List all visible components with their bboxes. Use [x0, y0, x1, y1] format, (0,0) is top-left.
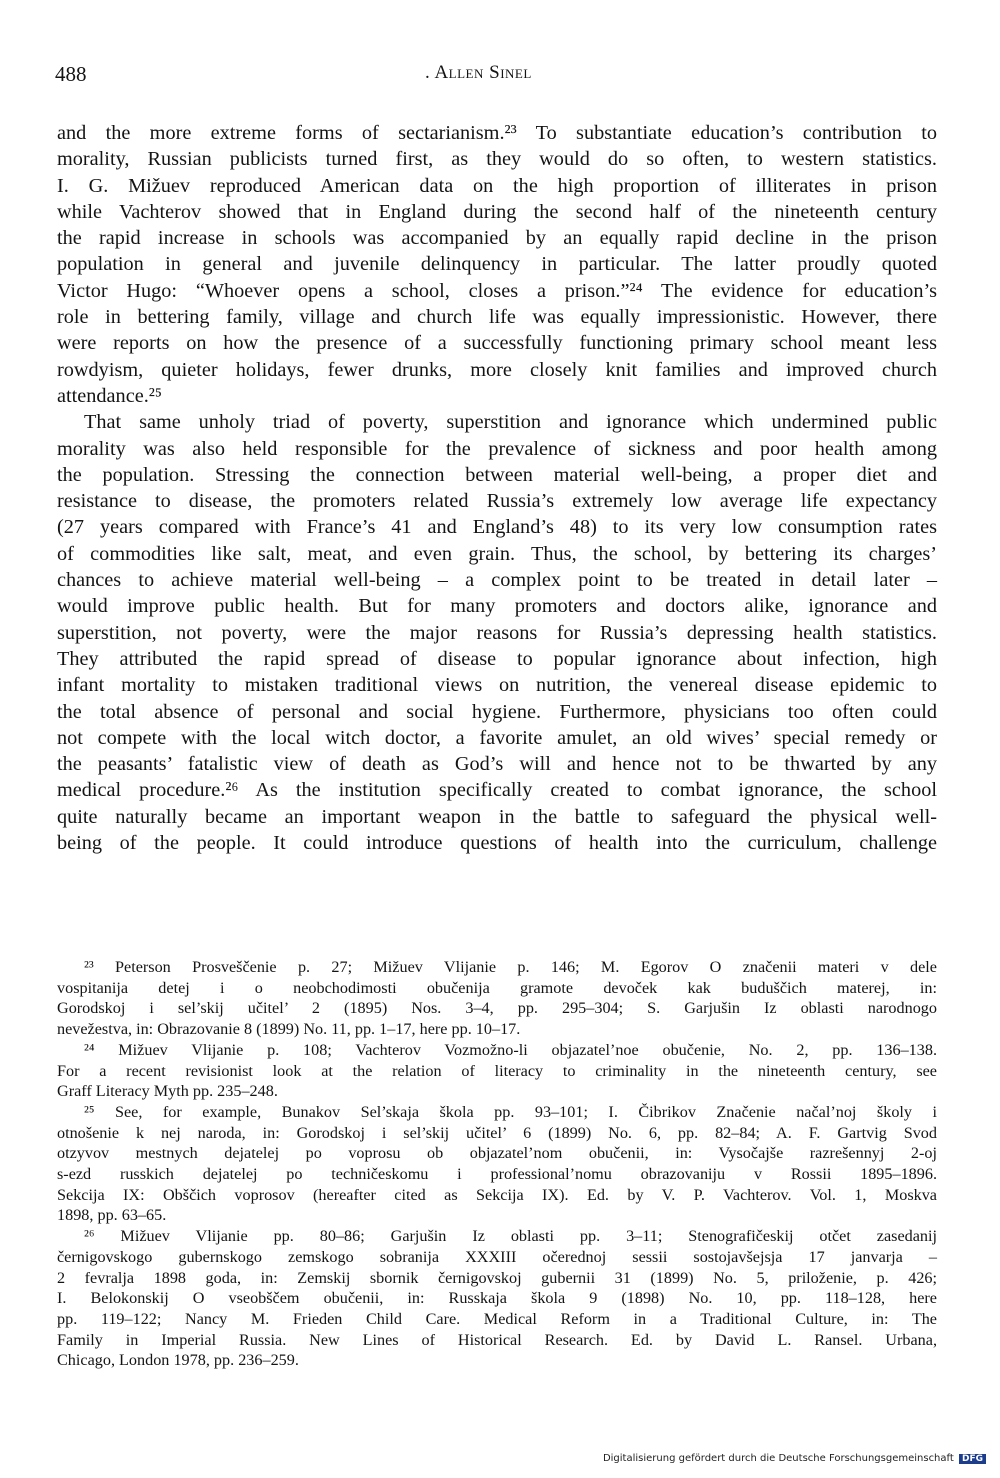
- footnote-line: nevežestva, in: Obrazovanie 8 (1899) No. 11, pp. 1–17, here pp. 10–17.: [57, 1020, 521, 1039]
- page-header: [55, 62, 939, 92]
- body-line: the peasants’ fatalistic view of death as God’s will and hence not to be thwarted by any: [57, 753, 937, 776]
- footnote-line: s-ezd russkich dejatelej po techničeskomu i professional’nomu obrazovaniju v Rossii 1895–1896.: [57, 1165, 937, 1184]
- footnote-line: ²⁵ See, for example, Bunakov Sel’skaja škola pp. 93–101; I. Čibrikov Značenie načal’noj školy i: [84, 1102, 937, 1121]
- body-text: [57, 120, 937, 856]
- body-line: medical procedure.²⁶ As the institution specifically created to combat ignorance, the school: [57, 779, 937, 802]
- body-line: superstition, not poverty, were the major reasons for Russia’s depressing health statistics.: [57, 621, 937, 644]
- footnotes: [57, 957, 937, 1371]
- body-line: and the more extreme forms of sectarianism.²³ To substantiate education’s contribution to: [57, 122, 937, 144]
- footnote-line: otzyvov mestnych dejatelej po voprosu ob objazatel’nom obučenii, in: Vysočajše razrešennyj 2-oj: [57, 1144, 937, 1163]
- footnote-line: For a recent revisionist look at the relation of literacy to criminality in the nineteenth century, see: [57, 1061, 937, 1080]
- footnote-line: I. Belokonskij O vseobščem obučenii, in: Russkaja škola 9 (1898) No. 10, pp. 118–128, here: [57, 1289, 937, 1308]
- footnote-line: černigovskogo gubernskogo zemskogo sobranija XXXIII očerednoj sessii sostojavšejsja 17 janvarja –: [57, 1247, 937, 1266]
- body-line: resistance to disease, the promoters related Russia’s extremely low average life expectancy: [57, 490, 937, 513]
- body-line: attendance.²⁵: [57, 384, 162, 407]
- body-line: not compete with the local witch doctor, a favorite amulet, an old wives’ special remedy or: [57, 726, 937, 749]
- footnote-line: Sekcija IX: Obščich voprosov (hereafter cited as Sekcija IX). Ed. by V. P. Vachterov. Vol. 1, Moskva: [57, 1185, 937, 1204]
- footnote-line: otnošenie k nej naroda, in: Gorodskoj i sel’skij učitel’ 6 (1899) No. 6, pp. 82–84; A. F. Gartvig Svod: [57, 1123, 937, 1142]
- footnote-line: ²⁶ Mižuev Vlijanie pp. 80–86; Garjušin Iz oblasti pp. 3–11; Stenografičeskij otčet zasedanij: [84, 1227, 937, 1246]
- body-line: the total absence of personal and social hygiene. Furthermore, physicians too often could: [57, 700, 937, 723]
- body-line: rowdyism, quieter holidays, fewer drunks, more closely knit families and improved church: [57, 358, 937, 381]
- footnote-line: vospitanija detej i o neobchodimosti obučenija gramote devoček kak buduščich materej, in:: [57, 978, 937, 997]
- body-line: They attributed the rapid spread of disease to popular ignorance about infection, high: [57, 647, 937, 670]
- body-line: morality was also held responsible for the prevalence of sickness and poor health among: [57, 437, 937, 460]
- body-line: were reports on how the presence of a successfully functioning primary school meant less: [57, 332, 937, 355]
- dfg-footer-text: Digitalisierung gefördert durch die Deutsche Forschungsgemeinschaft: [602, 1453, 954, 1464]
- body-line: I. G. Mižuev reproduced American data on the high proportion of illiterates in prison: [57, 174, 937, 197]
- footnote-line: Chicago, London 1978, pp. 236–259.: [57, 1351, 299, 1370]
- body-line: quite naturally became an important weapon in the battle to safeguard the physical well-: [57, 805, 937, 828]
- dfg-footer: [603, 1453, 986, 1464]
- footnote-line: Graff Literacy Myth pp. 235–248.: [57, 1082, 278, 1101]
- body-line: being of the people. It could introduce questions of health into the curriculum, challenge: [57, 832, 937, 855]
- body-line: role in bettering family, village and church life was equally impressionistic. However, there: [57, 306, 937, 329]
- body-line: infant mortality to mistaken traditional views on nutrition, the venereal disease epidemic to: [57, 674, 937, 697]
- running-head: . Allen Sinel: [425, 62, 532, 83]
- footnote-line: 2 fevralja 1898 goda, in: Zemskij sbornik černigovskoj gubernii 31 (1899) No. 5, priloženie, p. 426;: [57, 1268, 937, 1287]
- footnote-line: Family in Imperial Russia. New Lines of Historical Research. Ed. by David L. Ransel. Urbana,: [57, 1330, 937, 1349]
- footnote-line: pp. 119–122; Nancy M. Frieden Child Care. Medical Reform in a Traditional Culture, in: The: [57, 1309, 937, 1328]
- body-line: population in general and juvenile delinquency in particular. The latter proudly quoted: [57, 253, 937, 276]
- body-line: while Vachterov showed that in England during the second half of the nineteenth century: [57, 200, 937, 223]
- footnote-line: Gorodskoj i sel’skij učitel’ 2 (1895) Nos. 3–4, pp. 295–304; S. Garjušin Iz oblasti narodnogo: [57, 999, 937, 1018]
- footnote-line: ²⁴ Mižuev Vlijanie p. 108; Vachterov Vozmožno-li objazatel’noe obučenie, No. 2, pp. 136–138.: [84, 1040, 937, 1059]
- dfg-logo: DFG: [959, 1454, 986, 1464]
- body-line: the rapid increase in schools was accompanied by an equally rapid decline in the prison: [57, 227, 937, 250]
- body-line: morality, Russian publicists turned first, as they would do so often, to western statistics.: [57, 148, 937, 171]
- body-line: of commodities like salt, meat, and even grain. Thus, the school, by bettering its charges’: [57, 542, 937, 565]
- body-line: (27 years compared with France’s 41 and England’s 48) to its very low consumption rates: [57, 516, 937, 539]
- body-line: Victor Hugo: “Whoever opens a school, closes a prison.”²⁴ The evidence for education’s: [57, 279, 937, 302]
- body-line: the population. Stressing the connection between material well-being, a proper diet and: [57, 463, 937, 486]
- body-line: chances to achieve material well-being – a complex point to be treated in detail later –: [57, 569, 937, 592]
- body-line: That same unholy triad of poverty, superstition and ignorance which undermined public: [84, 411, 937, 434]
- footnote-line: 1898, pp. 63–65.: [57, 1206, 167, 1225]
- body-line: would improve public health. But for many promoters and doctors alike, ignorance and: [57, 595, 937, 618]
- footnote-line: ²³ Peterson Prosveščenie p. 27; Mižuev Vlijanie p. 146; M. Egorov O značenii materi v dele: [84, 958, 937, 976]
- page-number: 488: [55, 62, 87, 86]
